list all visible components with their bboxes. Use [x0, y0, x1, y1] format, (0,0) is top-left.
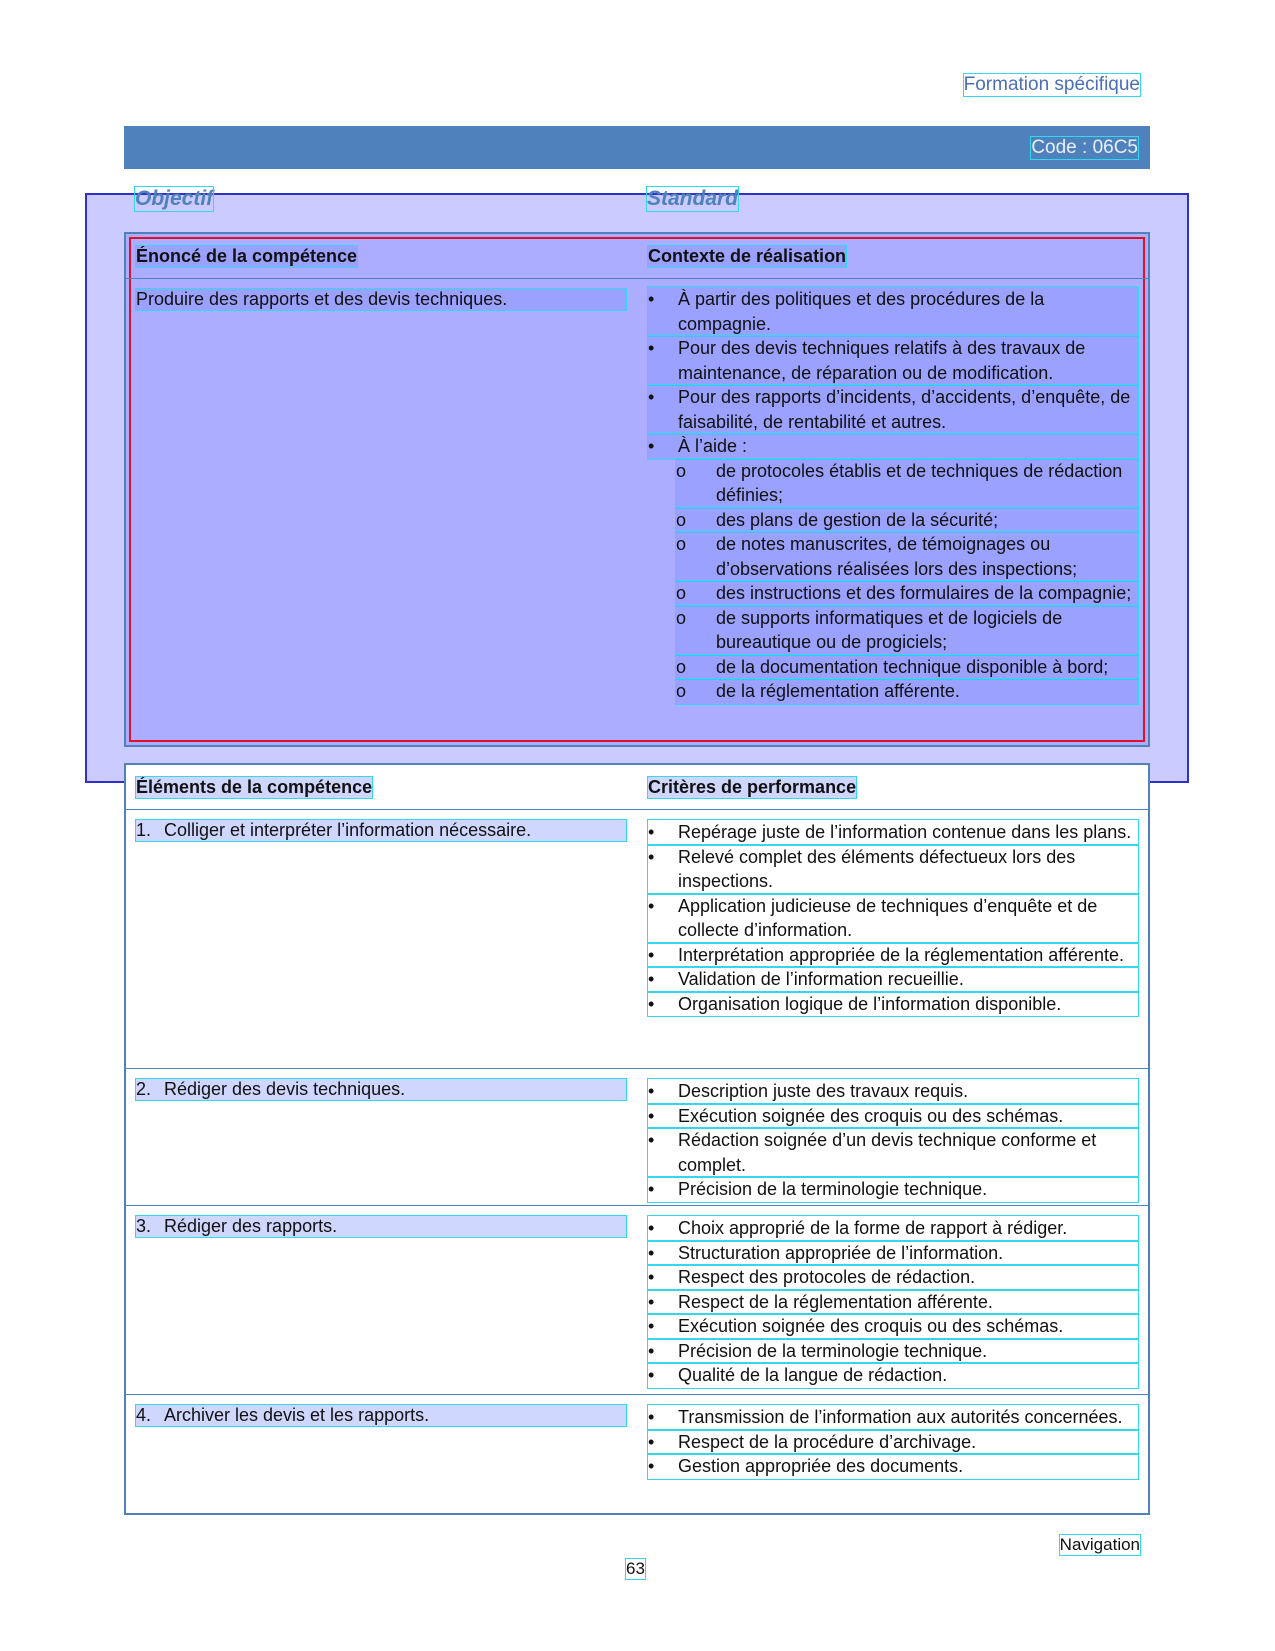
- criteria-list: [648, 1216, 1138, 1388]
- element-number: 3.: [136, 1216, 152, 1236]
- criteria-item: • Qualité de la langue de rédaction.: [648, 1363, 1138, 1388]
- course-code: Code : 06C5: [1031, 137, 1138, 158]
- criteria-item: • Application judicieuse de techniques d’enquête et de collecte d’information.: [648, 894, 1138, 943]
- context-subitem: o de la réglementation afférente.: [676, 679, 1138, 704]
- element-label: [136, 1216, 626, 1237]
- navigation-link[interactable]: Navigation: [1059, 1535, 1140, 1554]
- standard-label: Standard: [647, 187, 739, 210]
- element-label: [136, 1405, 626, 1426]
- criteria-item: • Exécution soignée des croquis ou des schémas.: [648, 1104, 1138, 1129]
- element-label: [136, 1079, 626, 1100]
- element-row-4: [126, 1395, 1148, 1505]
- elements-table: [124, 763, 1150, 1515]
- context-item: • À l’aide :: [648, 434, 1138, 459]
- objectif-label: Objectif: [135, 187, 214, 210]
- criteria-list: [648, 820, 1138, 1016]
- competence-statement: Produire des rapports et des devis techniques.: [136, 289, 626, 310]
- criteria-item: • Description juste des travaux requis.: [648, 1079, 1138, 1104]
- criteria-item: • Rédaction soignée d’un devis technique conforme et complet.: [648, 1128, 1138, 1177]
- criteria-item: • Respect de la procédure d’archivage.: [648, 1430, 1138, 1455]
- context-item: • À partir des politiques et des procédures de la compagnie.: [648, 287, 1138, 336]
- page-number: 63: [626, 1559, 645, 1578]
- element-label: [136, 820, 626, 841]
- context-subitem: o des instructions et des formulaires de la compagnie;: [676, 581, 1138, 606]
- code-bar: [124, 126, 1150, 169]
- element-row-3: [126, 1206, 1148, 1395]
- element-text: Rédiger des devis techniques.: [164, 1079, 406, 1099]
- element-number: 2.: [136, 1079, 152, 1099]
- criteria-list: [648, 1405, 1138, 1479]
- criteria-item: • Validation de l’information recueillie.: [648, 967, 1138, 992]
- element-text: Rédiger des rapports.: [164, 1216, 338, 1236]
- criteria-item: • Précision de la terminologie technique.: [648, 1177, 1138, 1202]
- criteria-item: • Exécution soignée des croquis ou des schémas.: [648, 1314, 1138, 1339]
- context-subitem: o de supports informatiques et de logiciels de bureautique ou de progiciels;: [676, 606, 1138, 655]
- context-subitem: o des plans de gestion de la sécurité;: [676, 508, 1138, 533]
- criteria-item: • Interprétation appropriée de la réglementation afférente.: [648, 943, 1138, 968]
- competence-table-header: [126, 234, 1148, 279]
- competence-table: [124, 232, 1150, 747]
- criteria-item: • Relevé complet des éléments défectueux lors des inspections.: [648, 845, 1138, 894]
- page-header-title: Formation spécifique: [963, 74, 1140, 95]
- elements-table-header: [126, 765, 1148, 810]
- element-text: Colliger et interpréter l’information nécessaire.: [164, 820, 532, 840]
- criteria-item: • Repérage juste de l’information contenue dans les plans.: [648, 820, 1138, 845]
- criteria-item: • Respect de la réglementation afférente.: [648, 1290, 1138, 1315]
- criteria-item: • Choix approprié de la forme de rapport à rédiger.: [648, 1216, 1138, 1241]
- context-item: • Pour des rapports d’incidents, d’accidents, d’enquête, de faisabilité, de rentabilité et autres.: [648, 385, 1138, 434]
- criteria-item: • Précision de la terminologie technique.: [648, 1339, 1138, 1364]
- elements-header-left: Éléments de la compétence: [136, 777, 373, 797]
- criteria-list: [648, 1079, 1138, 1202]
- criteria-item: • Structuration appropriée de l’information.: [648, 1241, 1138, 1266]
- criteria-item: • Gestion appropriée des documents.: [648, 1454, 1138, 1479]
- competence-row: [126, 279, 1148, 739]
- element-row-1: [126, 810, 1148, 1069]
- element-number: 1.: [136, 820, 152, 840]
- element-text: Archiver les devis et les rapports.: [164, 1405, 430, 1425]
- context-list: [648, 287, 1138, 704]
- context-subitem: o de protocoles établis et de techniques de rédaction définies;: [676, 459, 1138, 508]
- context-subitem: o de la documentation technique disponible à bord;: [676, 655, 1138, 680]
- criteria-item: • Transmission de l’information aux autorités concernées.: [648, 1405, 1138, 1430]
- element-row-2: [126, 1069, 1148, 1206]
- criteria-item: • Respect des protocoles de rédaction.: [648, 1265, 1138, 1290]
- competence-header-left: Énoncé de la compétence: [136, 246, 358, 266]
- context-subitem: o de notes manuscrites, de témoignages ou d’observations réalisées lors des inspections;: [676, 532, 1138, 581]
- elements-header-right: Critères de performance: [648, 777, 857, 797]
- context-item: • Pour des devis techniques relatifs à des travaux de maintenance, de réparation ou de modification.: [648, 336, 1138, 385]
- element-number: 4.: [136, 1405, 152, 1425]
- criteria-item: • Organisation logique de l’information disponible.: [648, 992, 1138, 1017]
- competence-header-right: Contexte de réalisation: [648, 246, 847, 266]
